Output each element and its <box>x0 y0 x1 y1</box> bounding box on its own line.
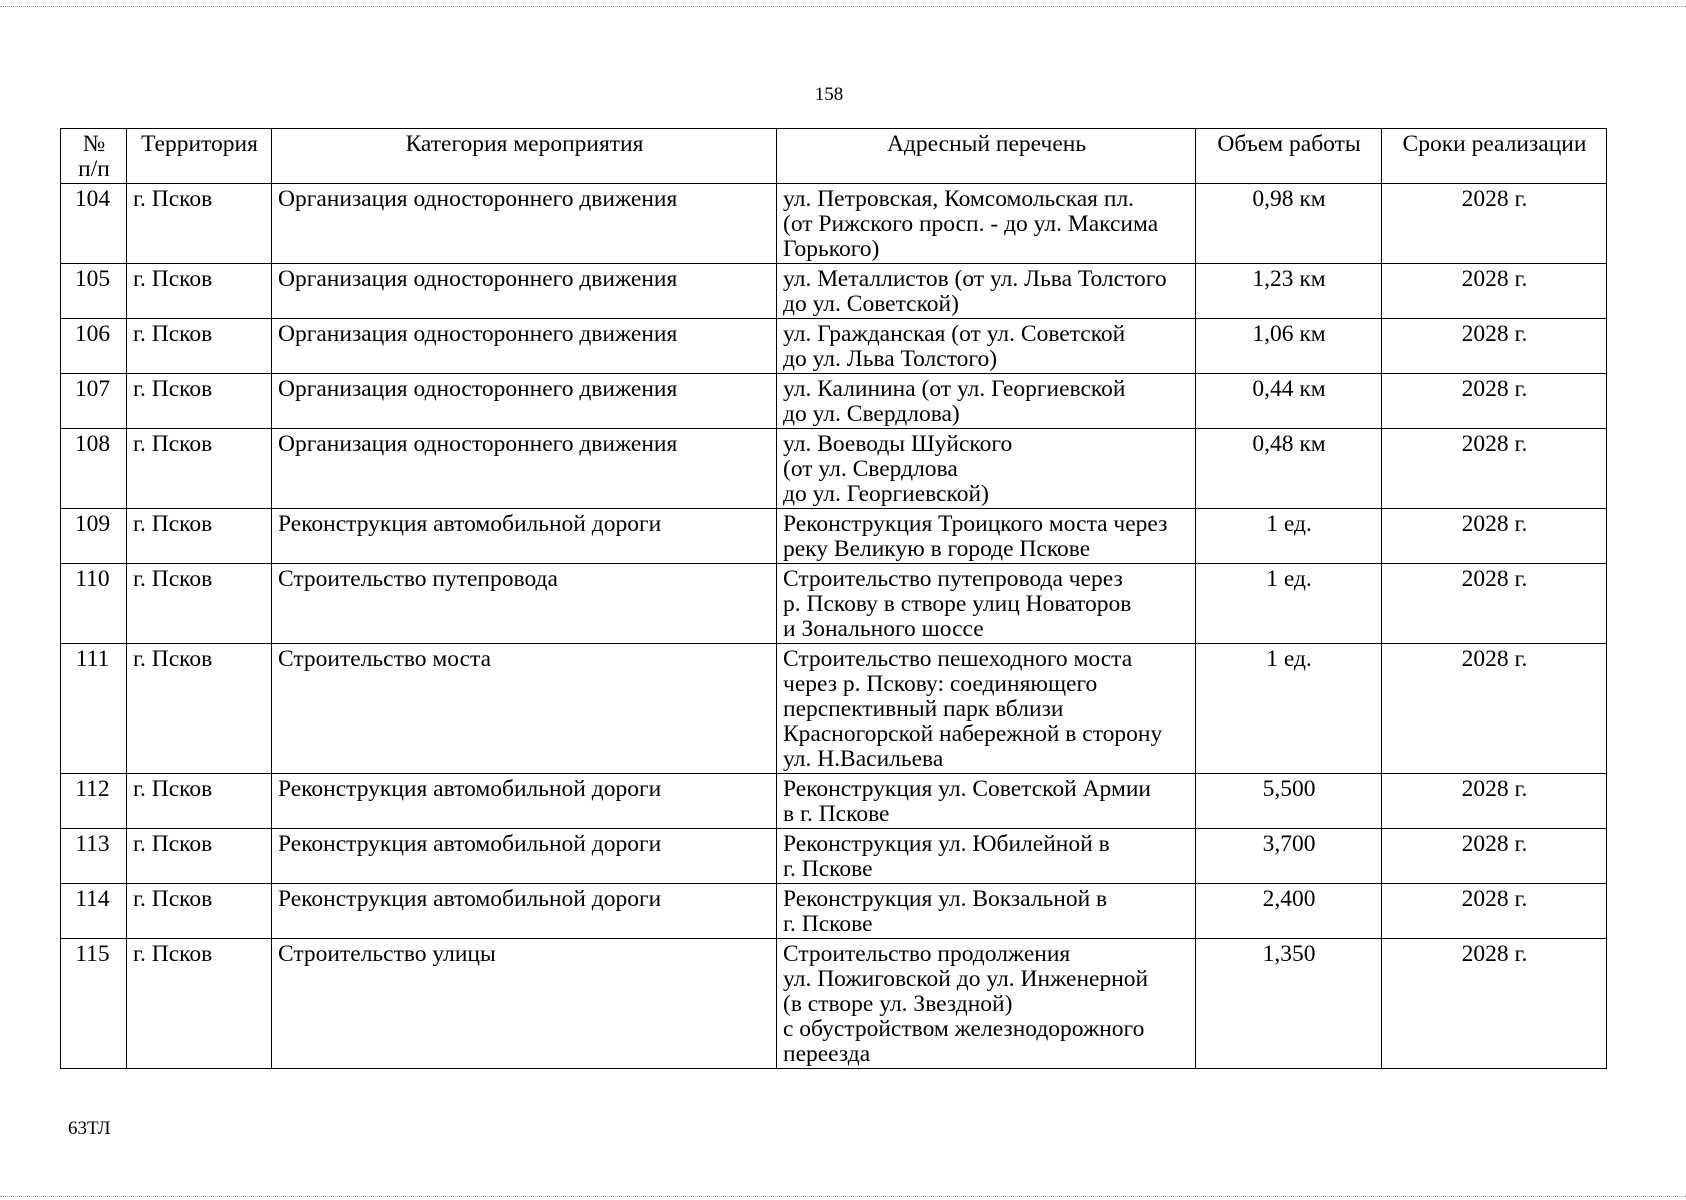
cell-category-text: Организация одностороннего движения <box>278 376 678 402</box>
cell-volume-text: 1,23 км <box>1252 266 1326 292</box>
cell-territory-text: г. Псков <box>133 186 213 212</box>
table-row <box>61 184 1607 264</box>
cell-address <box>777 829 1196 884</box>
cell-term <box>1382 884 1607 939</box>
cell-category <box>272 564 777 644</box>
cell-address <box>777 429 1196 509</box>
footer-code: 63ТЛ <box>68 1118 111 1139</box>
cell-category <box>272 184 777 264</box>
cell-address-text: Реконструкция Троицкого моста через реку Великую в городе Пскове <box>783 511 1168 562</box>
cell-number <box>61 319 127 374</box>
cell-number-text: 110 <box>75 566 110 592</box>
cell-number <box>61 884 127 939</box>
cell-territory-text: г. Псков <box>133 831 213 857</box>
cell-territory <box>127 429 272 509</box>
cell-territory <box>127 319 272 374</box>
cell-volume <box>1196 319 1382 374</box>
cell-category <box>272 774 777 829</box>
cell-term-text: 2028 г. <box>1461 321 1528 347</box>
cell-volume <box>1196 264 1382 319</box>
header-volume: Объем работы <box>1196 129 1382 184</box>
cell-territory <box>127 374 272 429</box>
scan-edge-bottom <box>0 1196 1686 1197</box>
scan-edge-top <box>0 6 1686 7</box>
cell-territory-text: г. Псков <box>133 321 213 347</box>
cell-category-text: Организация одностороннего движения <box>278 186 678 212</box>
cell-number-text: 107 <box>74 376 111 402</box>
cell-term-text: 2028 г. <box>1461 511 1528 537</box>
cell-number <box>61 184 127 264</box>
cell-address-text: ул. Петровская, Комсомольская пл. (от Рижского просп. - до ул. Максима Горького) <box>783 186 1159 262</box>
cell-volume <box>1196 509 1382 564</box>
cell-address-text: Реконструкция ул. Вокзальной в г. Пскове <box>783 886 1108 937</box>
cell-territory <box>127 939 272 1069</box>
cell-number <box>61 774 127 829</box>
cell-territory-text: г. Псков <box>133 376 213 402</box>
header-territory: Территория <box>127 129 272 184</box>
cell-number-text: 104 <box>74 186 111 212</box>
table-row <box>61 939 1607 1069</box>
cell-address-text: Реконструкция ул. Юбилейной в г. Пскове <box>783 831 1110 882</box>
cell-term <box>1382 319 1607 374</box>
cell-term <box>1382 509 1607 564</box>
cell-volume-text: 0,44 км <box>1252 376 1326 402</box>
cell-term-text: 2028 г. <box>1461 431 1528 457</box>
cell-category-text: Организация одностороннего движения <box>278 431 678 457</box>
cell-territory-text: г. Псков <box>133 511 213 537</box>
cell-number <box>61 509 127 564</box>
cell-territory-text: г. Псков <box>133 646 213 672</box>
cell-territory <box>127 829 272 884</box>
cell-number-text: 113 <box>75 831 110 857</box>
cell-address <box>777 374 1196 429</box>
cell-volume <box>1196 939 1382 1069</box>
cell-term-text: 2028 г. <box>1461 376 1528 402</box>
cell-category-text: Организация одностороннего движения <box>278 266 678 292</box>
cell-category <box>272 374 777 429</box>
cell-category <box>272 884 777 939</box>
cell-number-text: 109 <box>74 511 111 537</box>
cell-territory-text: г. Псков <box>133 941 213 967</box>
cell-volume-text: 1 ед. <box>1266 566 1312 592</box>
cell-category <box>272 509 777 564</box>
cell-volume <box>1196 564 1382 644</box>
cell-volume <box>1196 774 1382 829</box>
table-row <box>61 774 1607 829</box>
cell-territory <box>127 264 272 319</box>
cell-address <box>777 184 1196 264</box>
cell-category <box>272 829 777 884</box>
cell-territory <box>127 774 272 829</box>
cell-volume <box>1196 184 1382 264</box>
page-number: 158 <box>814 84 844 105</box>
cell-term-text: 2028 г. <box>1461 776 1528 802</box>
cell-term <box>1382 644 1607 774</box>
cell-territory <box>127 184 272 264</box>
cell-number-text: 115 <box>75 941 110 967</box>
cell-term <box>1382 374 1607 429</box>
cell-number-text: 108 <box>74 431 111 457</box>
cell-category <box>272 939 777 1069</box>
cell-term-text: 2028 г. <box>1461 266 1528 292</box>
cell-category-text: Строительство улицы <box>278 941 496 967</box>
cell-term <box>1382 774 1607 829</box>
cell-volume-text: 1,350 <box>1262 941 1316 967</box>
cell-territory <box>127 644 272 774</box>
cell-address-text: Строительство продолжения ул. Пожиговской до ул. Инженерной (в створе ул. Звездной) с обустройством железнодорожного переезда <box>783 941 1149 1067</box>
cell-category <box>272 644 777 774</box>
cell-number <box>61 264 127 319</box>
cell-territory-text: г. Псков <box>133 776 213 802</box>
cell-volume <box>1196 644 1382 774</box>
table-row <box>61 644 1607 774</box>
table-row <box>61 429 1607 509</box>
cell-number-text: 105 <box>74 266 111 292</box>
cell-category-text: Организация одностороннего движения <box>278 321 678 347</box>
cell-address <box>777 264 1196 319</box>
cell-address-text: ул. Воеводы Шуйского (от ул. Свердлова до ул. Георгиевской) <box>783 431 1013 507</box>
table-row <box>61 829 1607 884</box>
cell-number-text: 114 <box>75 886 110 912</box>
cell-volume-text: 0,48 км <box>1252 431 1326 457</box>
measures-table <box>60 128 1607 1069</box>
cell-number-text: 106 <box>74 321 111 347</box>
cell-address <box>777 774 1196 829</box>
cell-category-text: Реконструкция автомобильной дороги <box>278 776 662 802</box>
cell-territory-text: г. Псков <box>133 566 213 592</box>
table-row <box>61 509 1607 564</box>
cell-volume <box>1196 884 1382 939</box>
table-header-row <box>61 129 1607 184</box>
cell-term-text: 2028 г. <box>1461 831 1528 857</box>
cell-volume <box>1196 429 1382 509</box>
cell-term-text: 2028 г. <box>1461 186 1528 212</box>
cell-volume <box>1196 829 1382 884</box>
cell-address-text: ул. Калинина (от ул. Георгиевской до ул. Свердлова) <box>783 376 1126 427</box>
cell-volume <box>1196 374 1382 429</box>
table-body <box>61 184 1607 1069</box>
cell-category-text: Строительство путепровода <box>278 566 558 592</box>
cell-number-text: 112 <box>75 776 110 802</box>
cell-category <box>272 319 777 374</box>
cell-volume-text: 1,06 км <box>1252 321 1326 347</box>
cell-volume-text: 0,98 км <box>1252 186 1326 212</box>
cell-address-text: ул. Гражданская (от ул. Советской до ул. Льва Толстого) <box>783 321 1126 372</box>
cell-category-text: Реконструкция автомобильной дороги <box>278 886 662 912</box>
cell-address <box>777 509 1196 564</box>
cell-term <box>1382 829 1607 884</box>
cell-category-text: Строительство моста <box>278 646 492 672</box>
cell-address-text: Реконструкция ул. Советской Армии в г. Пскове <box>783 776 1151 827</box>
cell-territory <box>127 509 272 564</box>
header-address: Адресный перечень <box>777 129 1196 184</box>
cell-territory <box>127 564 272 644</box>
cell-category <box>272 264 777 319</box>
cell-number <box>61 564 127 644</box>
cell-category-text: Реконструкция автомобильной дороги <box>278 511 662 537</box>
cell-address <box>777 319 1196 374</box>
cell-number <box>61 429 127 509</box>
cell-term-text: 2028 г. <box>1461 941 1528 967</box>
header-number: № п/п <box>61 129 127 184</box>
cell-term <box>1382 429 1607 509</box>
cell-volume-text: 1 ед. <box>1266 511 1312 537</box>
cell-territory-text: г. Псков <box>133 886 213 912</box>
table-row <box>61 264 1607 319</box>
cell-address-text: Строительство пешеходного моста через р. Пскову: соединяющего перспективный парк вблизи Красногорской набережной в сторону ул. Н.Васильева <box>783 646 1163 772</box>
header-category: Категория мероприятия <box>272 129 777 184</box>
cell-number <box>61 829 127 884</box>
cell-category <box>272 429 777 509</box>
cell-volume-text: 1 ед. <box>1266 646 1312 672</box>
cell-address <box>777 884 1196 939</box>
cell-volume-text: 3,700 <box>1262 831 1316 857</box>
cell-address <box>777 939 1196 1069</box>
cell-term <box>1382 939 1607 1069</box>
cell-address <box>777 644 1196 774</box>
cell-term <box>1382 184 1607 264</box>
cell-volume-text: 2,400 <box>1262 886 1316 912</box>
cell-category-text: Реконструкция автомобильной дороги <box>278 831 662 857</box>
cell-address <box>777 564 1196 644</box>
cell-term <box>1382 564 1607 644</box>
cell-number <box>61 644 127 774</box>
table-row <box>61 564 1607 644</box>
cell-address-text: Строительство путепровода через р. Пскову в створе улиц Новаторов и Зонального шоссе <box>783 566 1132 642</box>
cell-address-text: ул. Металлистов (от ул. Льва Толстого до ул. Советской) <box>783 266 1167 317</box>
table-row <box>61 884 1607 939</box>
cell-term-text: 2028 г. <box>1461 646 1528 672</box>
cell-number <box>61 374 127 429</box>
cell-territory-text: г. Псков <box>133 266 213 292</box>
header-term: Сроки реализации <box>1382 129 1607 184</box>
cell-term-text: 2028 г. <box>1461 886 1528 912</box>
cell-number-text: 111 <box>75 646 110 672</box>
cell-term <box>1382 264 1607 319</box>
table-row <box>61 374 1607 429</box>
cell-territory <box>127 884 272 939</box>
cell-volume-text: 5,500 <box>1262 776 1316 802</box>
cell-territory-text: г. Псков <box>133 431 213 457</box>
cell-number <box>61 939 127 1069</box>
cell-term-text: 2028 г. <box>1461 566 1528 592</box>
table-row <box>61 319 1607 374</box>
